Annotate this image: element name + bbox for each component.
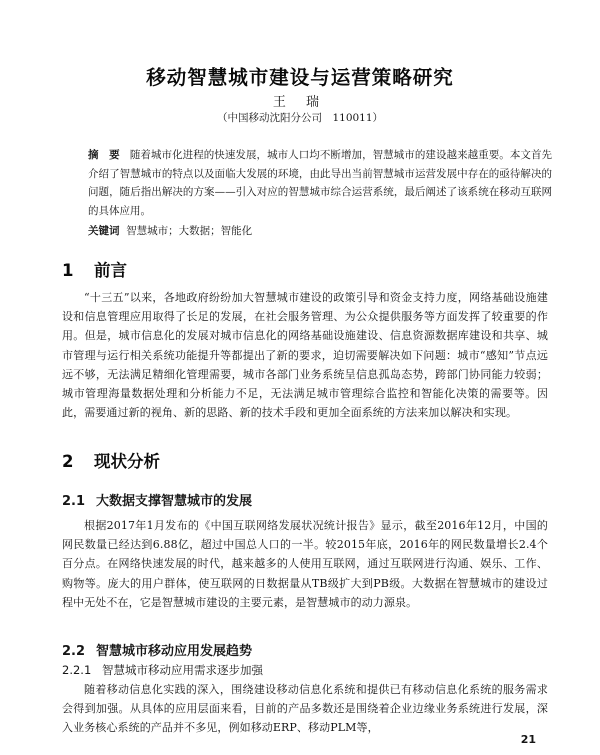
article-title: 移动智慧城市建设与运营策略研究 bbox=[146, 66, 454, 89]
section-number: 1 bbox=[62, 261, 74, 280]
subsubsection-number: 2.2.1 bbox=[62, 663, 92, 677]
subsection-title: 智慧城市移动应用发展趋势 bbox=[96, 644, 253, 659]
subsection-title: 大数据支撑智慧城市的发展 bbox=[96, 494, 253, 509]
abstract-block bbox=[88, 146, 552, 220]
subsubsection-heading-2-2-1 bbox=[62, 662, 263, 678]
subsection-number: 2.1 bbox=[62, 494, 86, 509]
abstract-label: 摘 要 bbox=[88, 149, 120, 161]
section-heading-2 bbox=[62, 448, 160, 472]
abstract-text: 随着城市化进程的快速发展，城市人口均不断增加，智慧城市的建设越来越重要。本文首先介绍了智慧城市的特点以及面临大发展的环境，由此导出当前智慧城市运营发展中存在的亟待解决的问题，随后指出解决的方案——引入对应的智慧城市综合运营系统，最后阐述了该系统在移动互联网的具体应用。 bbox=[88, 149, 553, 217]
subsubsection-title: 智慧城市移动应用需求逐步加强 bbox=[102, 663, 263, 677]
page-number: 21 bbox=[520, 733, 536, 746]
subsection-heading-2-2 bbox=[62, 640, 252, 659]
section-number: 2 bbox=[62, 452, 74, 471]
article-author: 王 瑞 bbox=[272, 95, 328, 110]
section-heading-1 bbox=[62, 257, 127, 281]
keywords-block bbox=[88, 222, 552, 240]
section-title: 现状分析 bbox=[94, 452, 160, 471]
paragraph-intro: “十三五”以来，各地政府纷纷加大智慧城市建设的政策引导和资金支持力度，网络基础设施建设和信息管理应用取得了长足的发展，在社会服务管理、为公众提供服务等方面发挥了较重要的作用。但是，城市信息化的发展对城市信息化的网络基础设施建设、信息资源数据库建设和共享、城市管理与运行相关系统功能提升等都提出了新的要求，迫切需要解决如下问题：城市“感知”节点远远不够，无法满足精细化管理需要，城市各部门业务系统呈信息孤岛态势，跨部门协同能力较弱；城市管理海量数据处理和分析能力不足，无法满足城市管理综合监控和智能化决策的需要等。因此，需要通过新的视角、新的思路、新的技术手段和更加全面系统的方法来加以解决和实现。 bbox=[62, 291, 548, 420]
keywords-label: 关键词 bbox=[88, 225, 120, 237]
keywords-text: 智慧城市；大数据；智能化 bbox=[126, 225, 253, 237]
section-title: 前言 bbox=[94, 261, 127, 280]
paragraph-mobile-demand: 随着移动信息化实践的深入，围绕建设移动信息化系统和提供已有移动信息化系统的服务需求会得到加强。从具体的应用层面来看，目前的产品多数还是围绕着企业边缘业务系统进行发展，深入业务核心系统的产品并不多见，例如移动ERP、移动PLM等， bbox=[62, 683, 548, 735]
subsection-number: 2.2 bbox=[62, 644, 86, 659]
subsection-heading-2-1 bbox=[62, 490, 252, 509]
paragraph-big-data: 根据2017年1月发布的《中国互联网络发展状况统计报告》显示，截至2016年12月，中国的网民数量已经达到6.88亿，超过中国总人口的一半。较2015年底，2016年的网民数量增长2.4个百分点。在网络快速发展的时代，越来越多的人使用互联网，通过互联网进行沟通、娱乐、工作、购物等。庞大的用户群体，使互联网的日数据量从TB级扩大到PB级。大数据在智慧城市的建设过程中无处不在，它是智慧城市建设的主要元素，是智慧城市的动力源泉。 bbox=[62, 519, 548, 609]
author-affiliation: （中国移动沈阳分公司 110011） bbox=[216, 112, 384, 124]
